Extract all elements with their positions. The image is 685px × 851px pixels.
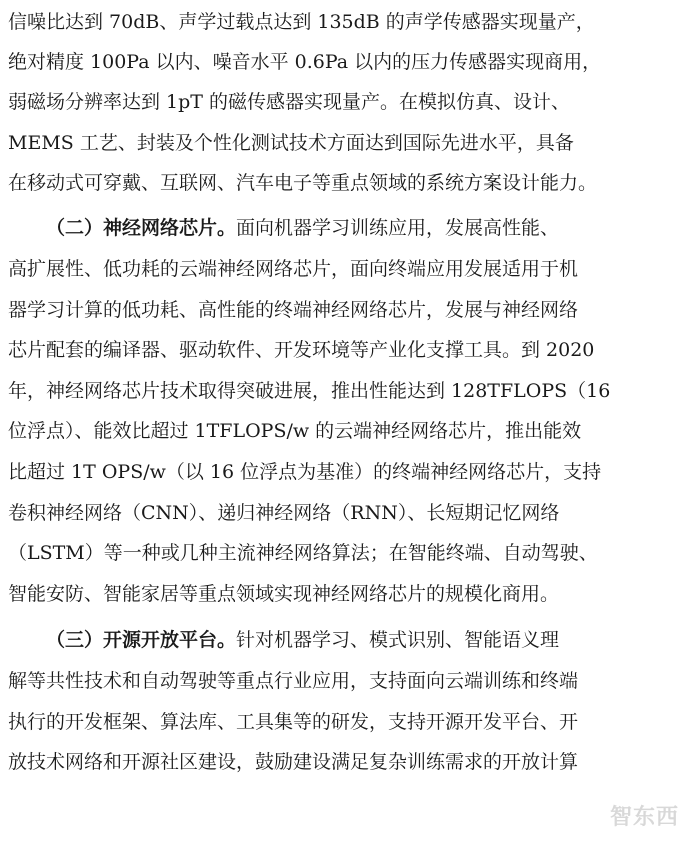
paragraph-2-first-line-text: 面向机器学习训练应用，发展高性能、 — [236, 217, 560, 239]
paragraph-2-line-8: 卷积神经网络（CNN）、递归神经网络（RNN）、长短期记忆网络 — [8, 502, 560, 524]
paragraph-2-line-6: 位浮点）、能效比超过 1TFLOPS/w 的云端神经网络芯片，推出能效 — [8, 420, 582, 442]
paragraph-2-first-line — [46, 208, 680, 248]
watermark-logo: 智东西 — [609, 805, 679, 830]
paragraph-2-line-7: 比超过 1T OPS/w（以 16 位浮点为基准）的终端神经网络芯片，支持 — [8, 461, 602, 483]
section-heading-neural-chip: （二）神经网络芯片。 — [46, 217, 237, 239]
paragraph-1-line-1: 信噪比达到 70dB、声学过载点达到 135dB 的声学传感器实现量产， — [8, 11, 595, 33]
paragraph-2-line-2: 高扩展性、低功耗的云端神经网络芯片，面向终端应用发展适用于机 — [8, 258, 579, 280]
paragraph-1-line-5: 在移动式可穿戴、互联网、汽车电子等重点领域的系统方案设计能力。 — [8, 172, 598, 194]
paragraph-3-line-2: 解等共性技术和自动驾驶等重点行业应用，支持面向云端训练和终端 — [8, 670, 579, 692]
paragraph-1-line-3: 弱磁场分辨率达到 1pT 的磁传感器实现量产。在模拟仿真、设计、 — [8, 91, 571, 113]
paragraph-2-line-9: （LSTM）等一种或几种主流神经网络算法；在智能终端、自动驾驶、 — [8, 542, 598, 564]
paragraph-2-line-4: 芯片配套的编译器、驱动软件、开发环境等产业化支撑工具。到 2020 — [8, 339, 595, 361]
paragraph-2-line-5: 年，神经网络芯片技术取得突破进展，推出性能达到 128TFLOPS（16 — [8, 380, 611, 402]
paragraph-3-line-4: 放技术网络和开源社区建设，鼓励建设满足复杂训练需求的开放计算 — [8, 751, 579, 773]
paragraph-3-first-line — [46, 620, 680, 660]
paragraph-1-line-2: 绝对精度 100Pa 以内、噪音水平 0.6Pa 以内的压力传感器实现商用， — [8, 51, 602, 73]
paragraph-3-line-3: 执行的开发框架、算法库、工具集等的研发，支持开源开发平台、开 — [8, 711, 579, 733]
paragraph-1-line-4: MEMS 工艺、封装及个性化测试技术方面达到国际先进水平，具备 — [8, 132, 574, 154]
paragraph-2-line-10: 智能安防、智能家居等重点领域实现神经网络芯片的规模化商用。 — [8, 583, 560, 605]
section-heading-open-platform: （三）开源开放平台。 — [46, 629, 237, 651]
paragraph-2-line-3: 器学习计算的低功耗、高性能的终端神经网络芯片，发展与神经网络 — [8, 299, 579, 321]
paragraph-3-first-line-text: 针对机器学习、模式识别、智能语义理 — [236, 629, 560, 651]
